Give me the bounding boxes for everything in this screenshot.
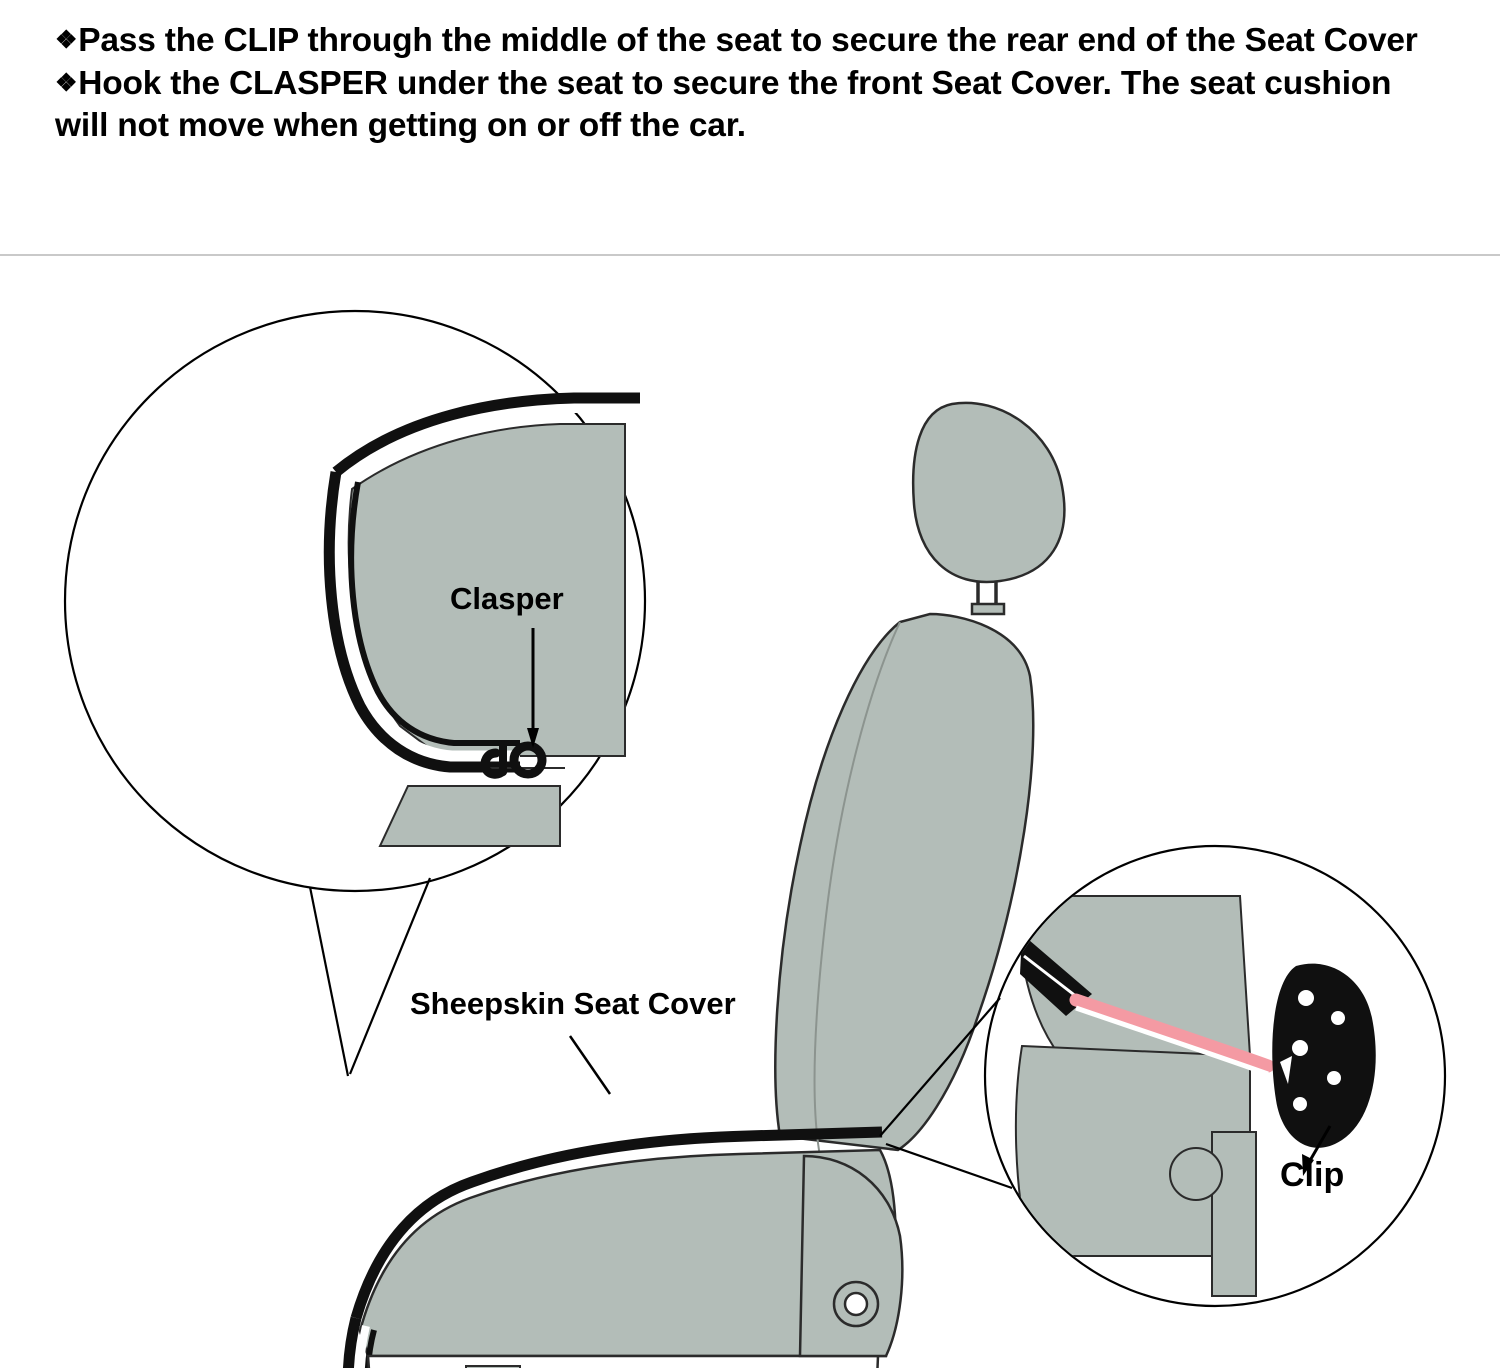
zoom-seat-base [380, 786, 560, 846]
label-seat-cover: Sheepskin Seat Cover [410, 986, 736, 1021]
diamond-bullet-icon: ❖ [55, 68, 78, 97]
instruction-line-2-text: Hook the CLASPER under the seat to secure the front Seat Cover. The seat cushion will not move when getting on or off the car. [55, 64, 1401, 145]
clip-hole-5 [1293, 1097, 1307, 1111]
headrest [913, 403, 1064, 582]
clip-hole-1 [1298, 990, 1314, 1006]
seat-cover-diagram [0, 256, 1500, 1368]
clip-magnifier-pointer-bottom [886, 1144, 1012, 1188]
instruction-line-2 [55, 63, 1440, 148]
label-clasper: Clasper [450, 581, 564, 616]
seat-base-frame [368, 1356, 878, 1368]
clip-hole-4 [1327, 1071, 1341, 1085]
clip-body-icon [1272, 964, 1375, 1148]
label-clip: Clip [1280, 1156, 1345, 1194]
clip-hole-3 [1292, 1040, 1308, 1056]
diagram-svg [0, 256, 1500, 1368]
instructions-panel [0, 0, 1500, 256]
seat-cover-label-leader [570, 1036, 610, 1094]
clasper-magnifier-pointer-left [310, 887, 348, 1076]
zoom-seat-side-panel [1212, 1132, 1256, 1296]
headrest-post-base [972, 604, 1004, 614]
instruction-line-1 [55, 20, 1440, 63]
recline-knob-inner [845, 1293, 867, 1315]
clasper-magnifier-pointer-right [350, 878, 430, 1074]
instruction-line-1-text: Pass the CLIP through the middle of the seat to secure the rear end of the Seat Cover [78, 22, 1418, 59]
diamond-bullet-icon: ❖ [55, 26, 78, 54]
clip-hole-2 [1331, 1011, 1345, 1025]
zoom-side-knob [1170, 1148, 1222, 1200]
